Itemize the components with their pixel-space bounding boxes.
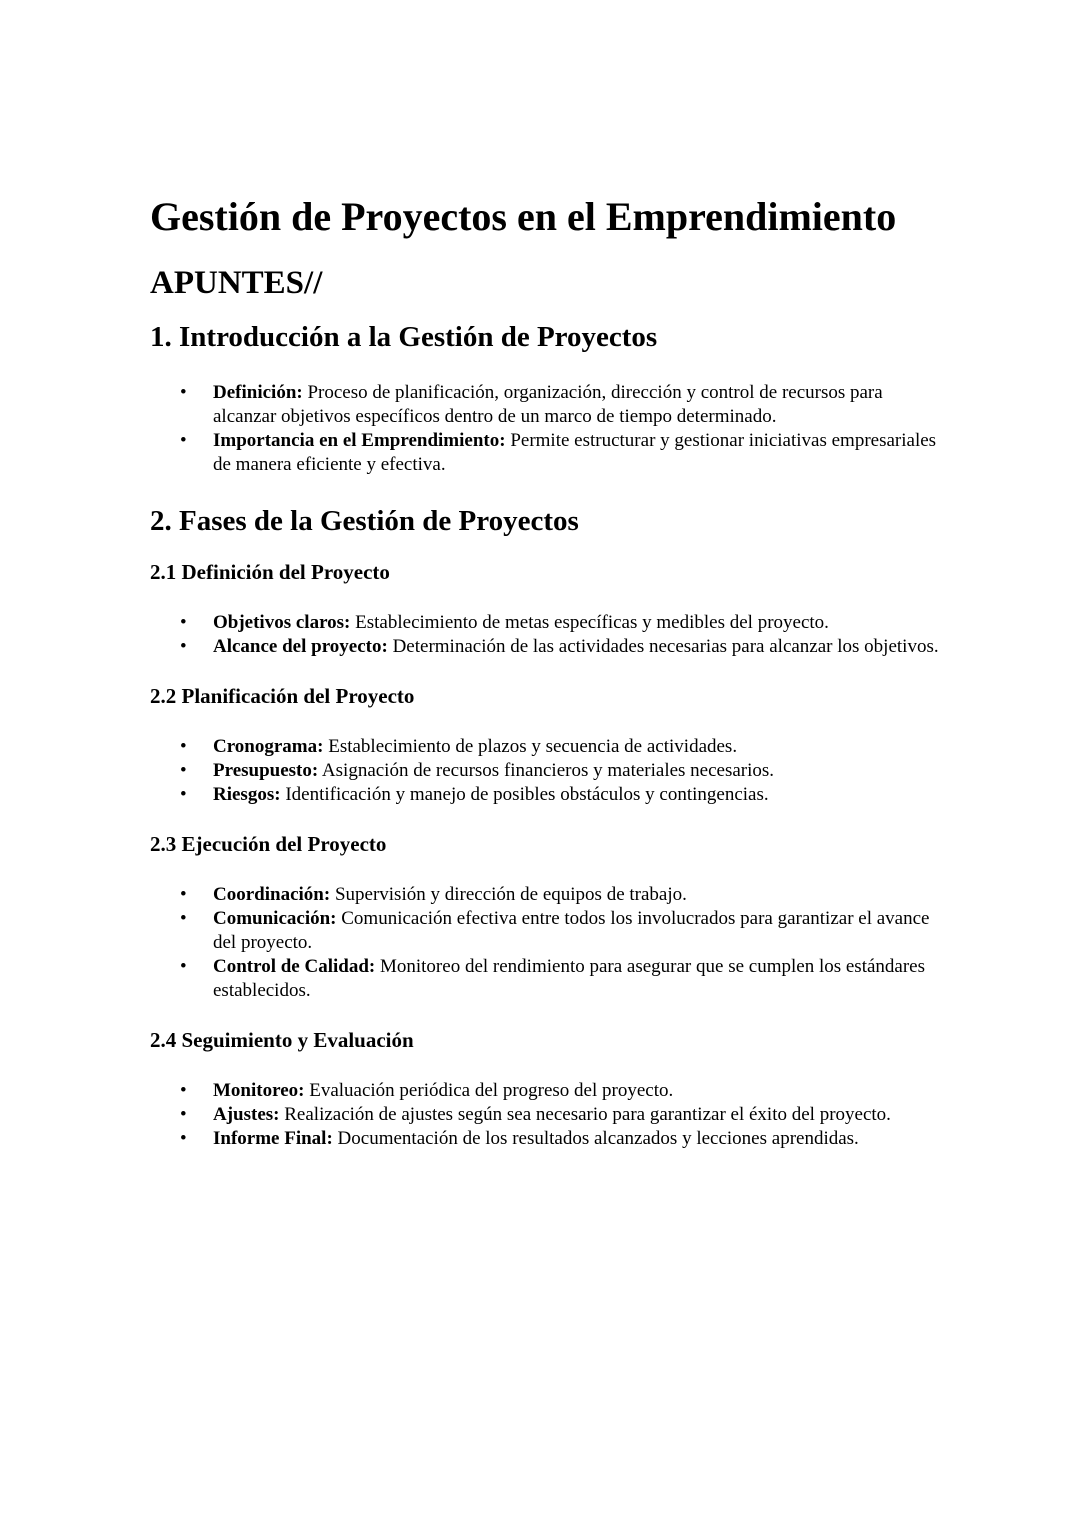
document-page <box>150 193 950 1151</box>
list-item-term: Control de Calidad: <box>213 956 376 977</box>
list-item-term: Definición: <box>213 382 303 403</box>
list-item-text: Determinación de las actividades necesarias para alcanzar los objetivos. <box>387 636 939 657</box>
list-item-text: Evaluación periódica del progreso del proyecto. <box>304 1080 674 1101</box>
list-item-text: Permite estructurar y gestionar iniciativas empresariales de manera eficiente y efectiva. <box>213 430 937 475</box>
list-item-text: Realización de ajustes según sea necesario para garantizar el éxito del proyecto. <box>279 1104 891 1125</box>
bullet-list-seguimiento <box>150 1079 950 1151</box>
subsection-heading-ejecucion: 2.3 Ejecución del Proyecto <box>150 832 387 856</box>
list-item-text: Establecimiento de plazos y secuencia de actividades. <box>323 736 738 757</box>
list-item <box>213 611 950 635</box>
list-item-term: Riesgos: <box>213 784 281 805</box>
list-item-term: Coordinación: <box>213 884 331 905</box>
list-item <box>213 1127 950 1151</box>
list-item-term: Importancia en el Emprendimiento: <box>213 430 506 451</box>
list-item-term: Informe Final: <box>213 1128 333 1149</box>
subsection-heading-definicion: 2.1 Definición del Proyecto <box>150 560 390 584</box>
list-item <box>213 1079 950 1103</box>
bullet-list-definicion <box>150 611 950 659</box>
list-item <box>213 907 950 955</box>
list-item <box>213 381 950 429</box>
list-item-text: Comunicación efectiva entre todos los involucrados para garantizar el avance del proyecto. <box>213 908 930 953</box>
list-item <box>213 955 950 1003</box>
list-item <box>213 883 950 907</box>
list-item-text: Establecimiento de metas específicas y medibles del proyecto. <box>350 612 829 633</box>
list-item-text: Identificación y manejo de posibles obstáculos y contingencias. <box>280 784 769 805</box>
subsection-heading-seguimiento: 2.4 Seguimiento y Evaluación <box>150 1028 414 1052</box>
list-item <box>213 429 950 477</box>
list-item <box>213 759 950 783</box>
list-item-term: Monitoreo: <box>213 1080 305 1101</box>
section-heading-introduccion: 1. Introducción a la Gestión de Proyectos <box>150 321 658 353</box>
list-item-term: Cronograma: <box>213 736 324 757</box>
list-item-text: Asignación de recursos financieros y materiales necesarios. <box>318 760 775 781</box>
list-item-term: Alcance del proyecto: <box>213 636 388 657</box>
list-item-text: Documentación de los resultados alcanzados y lecciones aprendidas. <box>332 1128 859 1149</box>
bullet-list-introduccion <box>150 381 950 477</box>
list-item-term: Presupuesto: <box>213 760 319 781</box>
list-item <box>213 783 950 807</box>
document-title: Gestión de Proyectos en el Emprendimiento <box>150 194 897 239</box>
list-item <box>213 635 950 659</box>
bullet-list-planificacion <box>150 735 950 807</box>
list-item-term: Ajustes: <box>213 1104 280 1125</box>
list-item-term: Comunicación: <box>213 908 337 929</box>
section-heading-fases: 2. Fases de la Gestión de Proyectos <box>150 505 579 537</box>
document-subtitle: APUNTES// <box>150 265 323 301</box>
list-item-text: Monitoreo del rendimiento para asegurar que se cumplen los estándares establecidos. <box>213 956 925 1001</box>
list-item <box>213 1103 950 1127</box>
list-item-text: Proceso de planificación, organización, dirección y control de recursos para alcanzar objetivos específicos dentro de un marco de tiempo determinado. <box>213 382 883 427</box>
list-item-term: Objetivos claros: <box>213 612 351 633</box>
list-item-text: Supervisión y dirección de equipos de trabajo. <box>330 884 687 905</box>
bullet-list-ejecucion <box>150 883 950 1003</box>
list-item <box>213 735 950 759</box>
subsection-heading-planificacion: 2.2 Planificación del Proyecto <box>150 684 415 708</box>
